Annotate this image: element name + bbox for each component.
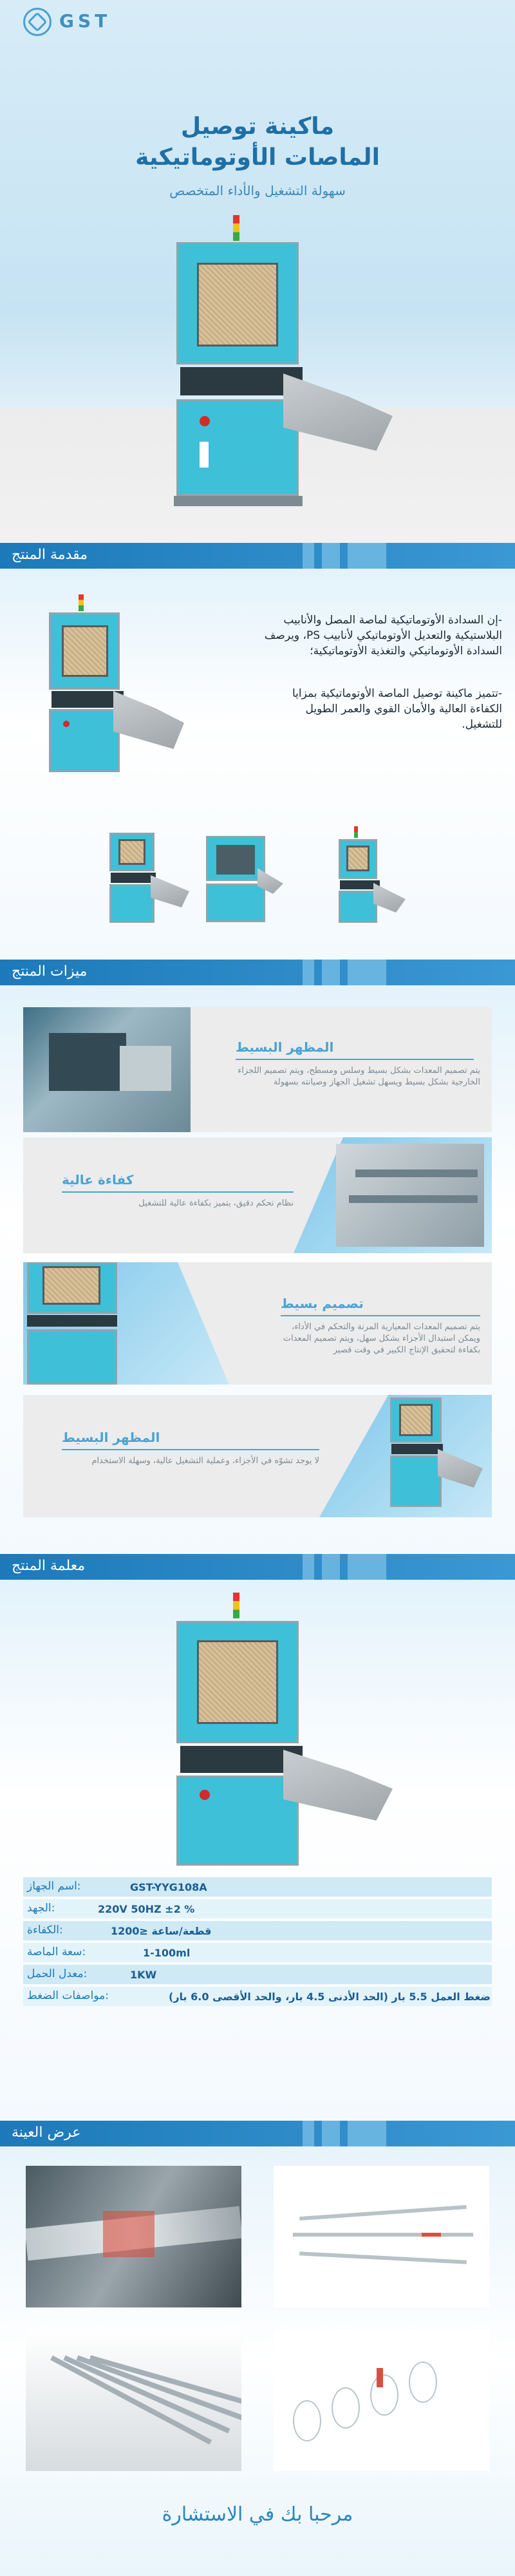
hero-title-line1: ماكينة توصيل <box>180 113 335 140</box>
param-label: مواصفات الضغط: <box>27 1989 109 2002</box>
gst-logo-icon <box>23 8 52 36</box>
param-row <box>23 1965 492 1984</box>
sample-photo-4 <box>274 2329 489 2471</box>
features-section <box>0 985 515 1558</box>
machine-view-front <box>109 833 193 929</box>
brand-name: GST <box>59 10 111 32</box>
param-value: ضغط العمل 5.5 بار (الحد الأدنى 4.5 بار، والحد الأقصى 6.0 بار) <box>169 1991 491 2003</box>
footer-consult-text: مرحبا بك في الاستشارة <box>162 2503 353 2526</box>
intro-paragraph-2: -تتميز ماكينة توصيل الماصة الأوتوماتيكية بمزايا الكفاءة العالية والأمان القوي والعمر الطويل للتشغيل. <box>292 687 502 731</box>
param-label: اسم الجهاز: <box>27 1880 81 1893</box>
param-label: الكفاءة: <box>27 1924 63 1937</box>
feature-photo-4 <box>390 1397 487 1513</box>
param-row <box>23 1943 492 1962</box>
feature-desc-3: يتم تصميم المعدات المعيارية المرنة والتحكم في الأداء، ويمكن استبدال الأجزاء بشكل سهل، ويتم تصميم المعدات بكفاءة لتحقيق الإنتاج الكبير في وقت قصير <box>283 1322 480 1355</box>
feature-card-2 <box>23 1137 492 1253</box>
feature-desc-1: يتم تصميم المعدات بشكل بسيط وسلس ومسطح، ويتم تصميم اللجزاء الخارجية بشكل بسيط ويسهل تشغيل الجهاز وصيانته بسهولة <box>238 1066 480 1087</box>
machine-image <box>174 213 393 515</box>
param-row <box>23 1987 492 2006</box>
section-banner-samples <box>0 2121 515 2146</box>
hero-title-line2: الماصات الأوتوماتيكية <box>135 144 380 171</box>
param-value: GST-YYG108A <box>130 1881 207 1893</box>
machine-view-side <box>335 826 412 929</box>
param-label: سعة الماصة: <box>27 1946 86 1958</box>
param-row <box>23 1877 492 1897</box>
feature-card-4 <box>23 1395 492 1517</box>
samples-section <box>0 2146 515 2576</box>
sample-photo-3 <box>26 2329 241 2471</box>
section-title-intro: مقدمة المنتج <box>12 547 88 563</box>
param-value: 220V 50HZ ±2 % <box>98 1903 195 1915</box>
feature-photo-1 <box>23 1007 191 1132</box>
feature-desc-4: لا يوجد تشوّه في الأجزاء، وعملية التشغيل عالية، وسهلة الاستخدام <box>91 1456 319 1466</box>
hero-section <box>0 0 515 567</box>
sample-photo-2 <box>274 2166 489 2307</box>
feature-title-4: المظهر البسيط <box>62 1430 160 1445</box>
feature-title-2: كفاءة عالية <box>62 1172 134 1188</box>
section-title-features: ميزات المنتج <box>12 963 88 980</box>
param-value: 1200≥ قطعة/ساعة <box>111 1925 212 1937</box>
section-title-params: معلمة المنتج <box>12 1558 86 1574</box>
hero-subtitle: سهولة التشغيل والأداء المتخصص <box>169 183 346 198</box>
feature-card-1 <box>23 1007 492 1132</box>
param-row <box>23 1899 492 1918</box>
section-title-samples: عرض العينة <box>12 2125 81 2141</box>
sample-photo-1 <box>26 2166 241 2307</box>
intro-machine-image <box>49 594 178 788</box>
params-machine-image <box>174 1593 393 1876</box>
feature-photo-2 <box>336 1144 484 1247</box>
section-banner-features <box>0 960 515 985</box>
params-section <box>0 1580 515 2121</box>
feature-card-3 <box>23 1262 492 1385</box>
param-row <box>23 1921 492 1940</box>
param-value: 1-100ml <box>143 1947 191 1959</box>
machine-view-open <box>200 836 283 929</box>
param-label: الجهد: <box>27 1902 55 1915</box>
param-label: معدل الحمل: <box>27 1967 88 1980</box>
feature-title-3: تصميم بسيط <box>281 1296 364 1311</box>
intro-section <box>0 569 515 960</box>
section-banner-intro <box>0 543 515 569</box>
intro-paragraph-1: -إن السدادة الأوتوماتيكية لماصة المصل والأنابيب البلاستيكية والتعديل الأوتوماتيكي لأنابيب PS، ويرصف السدادة الأوتوماتيكي والتغذية الأوتوماتيكية؛ <box>264 614 502 658</box>
feature-desc-2: نظام تحكم دقيق، يتميز بكفاءة عالية للتشغيل <box>138 1198 294 1208</box>
feature-photo-3 <box>23 1262 139 1385</box>
feature-title-1: المظهر البسيط <box>236 1039 334 1055</box>
section-banner-params <box>0 1554 515 1580</box>
param-value: 1KW <box>130 1969 157 1981</box>
